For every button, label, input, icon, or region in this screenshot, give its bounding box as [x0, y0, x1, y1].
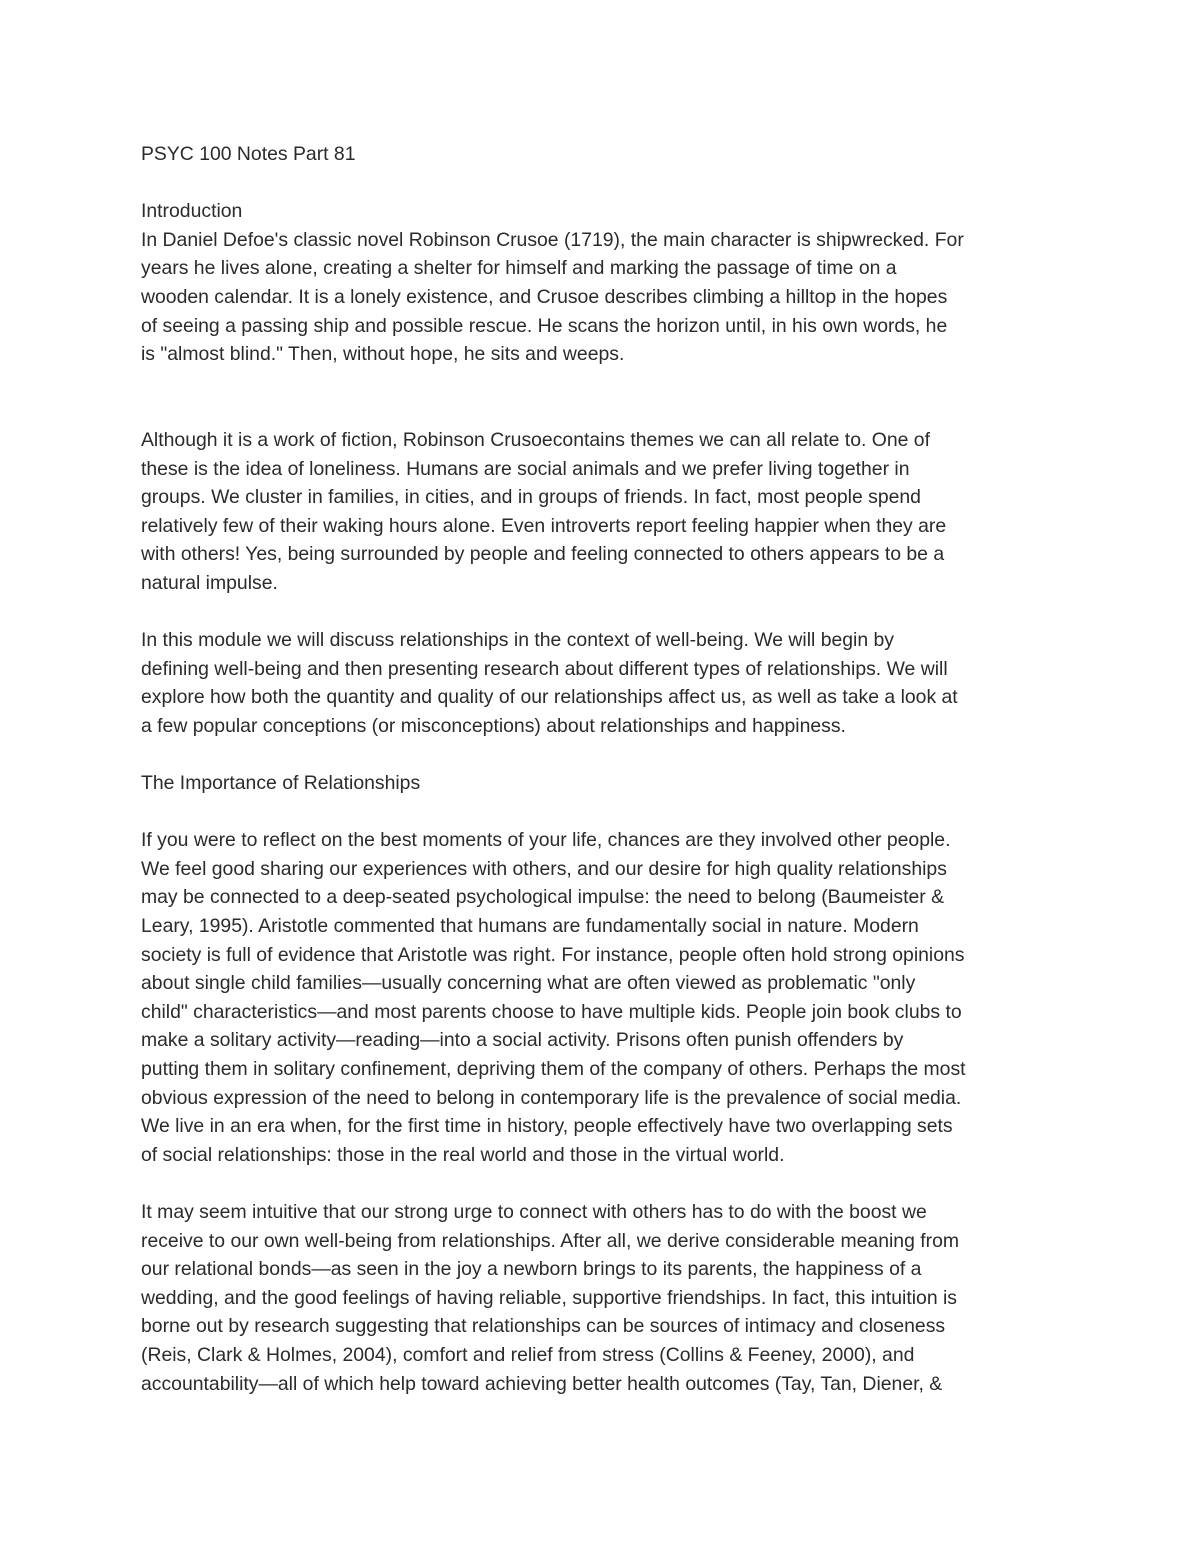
paragraph-introduction [141, 197, 1071, 369]
text-line: child" characteristics—and most parents choose to have multiple kids. People join book clubs to [141, 1000, 962, 1023]
text-line: wedding, and the good feelings of having reliable, supportive friendships. In fact, this intuition is [141, 1286, 957, 1309]
text-line: a few popular conceptions (or misconceptions) about relationships and happiness. [141, 714, 846, 737]
text-line: is "almost blind." Then, without hope, he sits and weeps. [141, 343, 625, 366]
text-line: with others! Yes, being surrounded by people and feeling connected to others appears to be a [141, 543, 945, 566]
spacer [141, 598, 1071, 627]
document-page [141, 140, 1071, 1398]
text-line: our relational bonds—as seen in the joy a newborn brings to its parents, the happiness of a [141, 1258, 922, 1281]
text-line: explore how both the quantity and quality of our relationships affect us, as well as take a look at [141, 686, 958, 709]
spacer [141, 740, 1071, 769]
text-line: (Reis, Clark & Holmes, 2004), comfort and relief from stress (Collins & Feeney, 2000), and [141, 1343, 915, 1366]
document-title: PSYC 100 Notes Part 81 [141, 143, 356, 165]
paragraph-loneliness [141, 426, 1071, 598]
text-line: society is full of evidence that Aristotle was right. For instance, people often hold strong opinions [141, 943, 965, 966]
section-heading: Introduction [141, 200, 243, 223]
spacer [141, 369, 1071, 398]
text-line: Although it is a work of fiction, Robinson Crusoecontains themes we can all relate to. One of [141, 428, 930, 451]
section-heading: The Importance of Relationships [141, 772, 421, 795]
paragraph-well-being [141, 1198, 1071, 1398]
paragraph-need-to-belong [141, 826, 1071, 1169]
text-line: borne out by research suggesting that relationships can be sources of intimacy and closeness [141, 1315, 946, 1338]
text-line: We feel good sharing our experiences with others, and our desire for high quality relationships [141, 857, 947, 880]
text-line: make a solitary activity—reading—into a social activity. Prisons often punish offenders by [141, 1029, 904, 1052]
spacer [141, 798, 1071, 827]
text-line: It may seem intuitive that our strong urge to connect with others has to do with the boost we [141, 1200, 927, 1223]
text-line: may be connected to a deep-seated psychological impulse: the need to belong (Baumeister & [141, 886, 945, 909]
text-line: defining well-being and then presenting research about different types of relationships. We will [141, 657, 948, 680]
spacer [141, 1169, 1071, 1198]
text-line: about single child families—usually concerning what are often viewed as problematic "only [141, 972, 916, 995]
text-line: years he lives alone, creating a shelter for himself and marking the passage of time on a [141, 257, 897, 280]
text-line: natural impulse. [141, 571, 278, 594]
text-line: wooden calendar. It is a lonely existence, and Crusoe describes climbing a hilltop in the hopes [141, 285, 948, 308]
text-line: accountability—all of which help toward achieving better health outcomes (Tay, Tan, Diener, & [141, 1372, 943, 1395]
text-line: putting them in solitary confinement, depriving them of the company of others. Perhaps the most [141, 1058, 966, 1080]
text-line: groups. We cluster in families, in cities, and in groups of friends. In fact, most people spend [141, 486, 921, 509]
text-line: these is the idea of loneliness. Humans are social animals and we prefer living together in [141, 457, 910, 480]
text-line: In Daniel Defoe's classic novel Robinson Crusoe (1719), the main character is shipwrecked. For [141, 228, 964, 251]
text-line: of social relationships: those in the real world and those in the virtual world. [141, 1143, 785, 1166]
text-line: receive to our own well-being from relationships. After all, we derive considerable meaning from [141, 1229, 960, 1252]
text-line: relatively few of their waking hours alone. Even introverts report feeling happier when they are [141, 514, 947, 537]
text-line: of seeing a passing ship and possible rescue. He scans the horizon until, in his own words, he [141, 314, 948, 337]
text-line: We live in an era when, for the first time in history, people effectively have two overlapping sets [141, 1115, 953, 1138]
paragraph-module-overview [141, 626, 1071, 740]
spacer [141, 397, 1071, 426]
text-line: In this module we will discuss relationships in the context of well-being. We will begin by [141, 629, 895, 652]
text-line: If you were to reflect on the best moments of your life, chances are they involved other people. [141, 829, 951, 852]
text-line: obvious expression of the need to belong in contemporary life is the prevalence of social media. [141, 1086, 962, 1109]
spacer [141, 169, 1071, 198]
text-line: Leary, 1995). Aristotle commented that humans are fundamentally social in nature. Modern [141, 915, 919, 938]
section-heading-importance [141, 769, 1071, 798]
